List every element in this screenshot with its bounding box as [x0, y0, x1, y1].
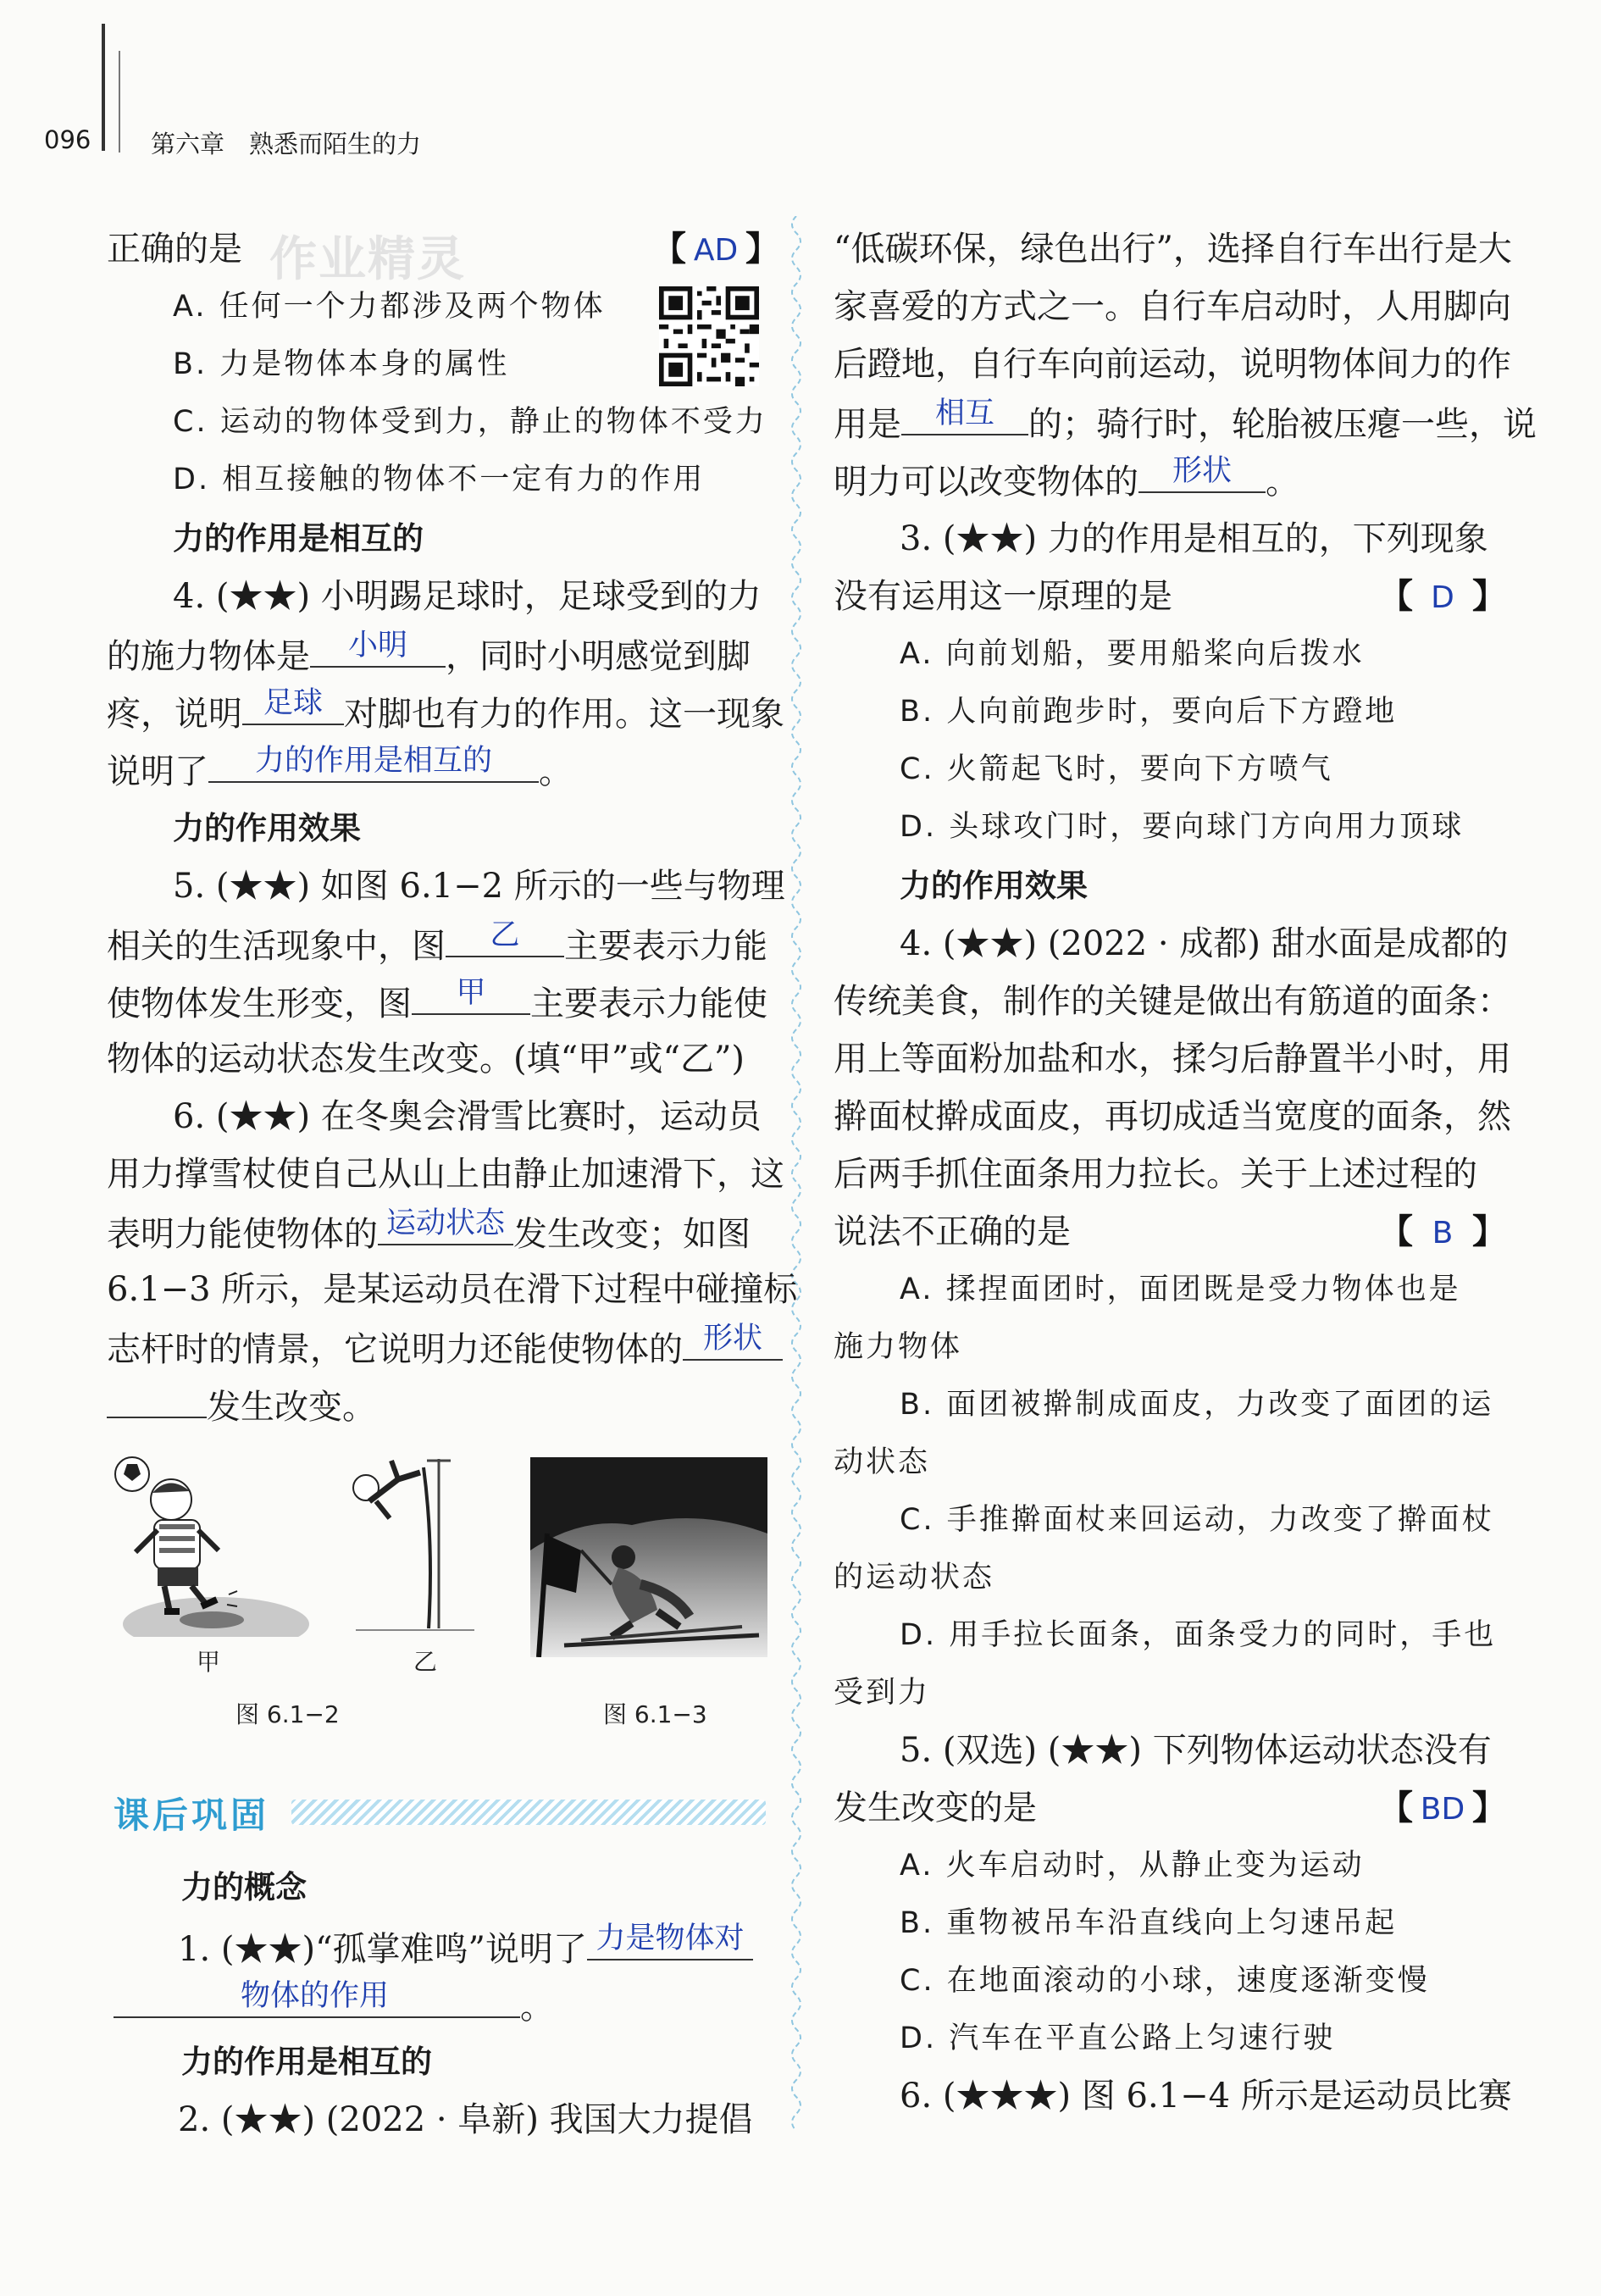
- option-a-cont: 施力物体: [834, 1330, 963, 1364]
- question-6-line-6: 发生改变。: [107, 1378, 376, 1434]
- answer-blank: 运动状态: [378, 1205, 513, 1245]
- homework-4-line-4: 擀面杖擀成面皮，再切成适当宽度的面条，然: [834, 1097, 1511, 1136]
- figure-yi-pole-vault: [339, 1450, 483, 1637]
- left-intro: 正确的是: [107, 230, 242, 269]
- section-heading: 力的作用效果: [900, 868, 1088, 904]
- question-6-line-5: 志杆时的情景，它说明力还能使物体的 形状: [107, 1320, 783, 1377]
- answer-bracket-hw4: 【 B 】: [1379, 1212, 1506, 1251]
- section-heading: 力的作用是相互的: [173, 520, 424, 557]
- option-c: C. 火箭起飞时，要向下方喷气: [900, 752, 1333, 786]
- page-number: 096: [44, 125, 91, 154]
- homework-1-line-2: 物体的作用 。: [114, 1977, 554, 2034]
- after-class-band: [291, 1800, 766, 1825]
- option-a: A. 火车启动时，从静止变为运动: [900, 1849, 1365, 1883]
- section-heading: 力的概念: [181, 1869, 307, 1905]
- section-heading: 力的作用效果: [173, 810, 361, 846]
- answer-blank: [107, 1378, 207, 1418]
- homework-2-line-4: 后蹬地，自行车向前运动，说明物体间力的作: [834, 345, 1511, 384]
- answer-blank: 小明: [310, 627, 446, 668]
- header-rule: [102, 24, 105, 151]
- figure-caption: 图 6.1−2: [235, 1700, 340, 1728]
- question-4-line-4: 说明了 力的作用是相互的 。: [107, 744, 573, 791]
- option-d: D. 头球攻门时，要向球门方向用力顶球: [900, 810, 1465, 844]
- column-divider: [784, 216, 809, 2131]
- homework-4-line-1: 4. (★★) (2022 · 成都) 甜水面是成都的: [900, 924, 1509, 963]
- question-5-line-1: 5. (★★) 如图 6.1−2 所示的一些与物理: [173, 867, 785, 906]
- option-b: B. 重物被吊车沿直线向上匀速吊起: [900, 1906, 1398, 1940]
- figure-label-yi: 乙: [413, 1648, 438, 1676]
- homework-5-line-1: 5. (双选) (★★) 下列物体运动状态没有: [900, 1731, 1492, 1770]
- answer-blank: 力是物体对: [587, 1920, 753, 1960]
- figure-jia-soccer: [110, 1450, 313, 1637]
- option-d: D. 汽车在平直公路上匀速行驶: [900, 2021, 1336, 2055]
- homework-4-line-3: 用上等面粉加盐和水，揉匀后静置半小时，用: [834, 1040, 1511, 1079]
- question-5-line-4: 物体的运动状态发生改变。(填“甲”或“乙”): [107, 1040, 745, 1079]
- option-a: A. 任何一个力都涉及两个物体: [173, 290, 606, 324]
- question-4-line-1: 4. (★★) 小明踢足球时，足球受到的力: [173, 577, 762, 616]
- option-b: B. 力是物体本身的属性: [173, 347, 510, 381]
- question-5-line-2: 相关的生活现象中，图 乙 主要表示力能: [107, 918, 767, 966]
- watermark: 作业精灵: [269, 232, 466, 287]
- question-4-line-2: 的施力物体是 小明 ，同时小明感觉到脚: [107, 629, 751, 676]
- homework-1-line-1: 1. (★★)“孤掌难鸣”说明了 力是物体对: [178, 1920, 753, 1977]
- option-a: A. 揉捏面团时，面团既是受力物体也是: [900, 1273, 1461, 1306]
- answer-bracket-hw3: 【 D 】: [1379, 577, 1506, 616]
- answer-blank: 相互: [901, 395, 1028, 435]
- figure-caption: 图 6.1−3: [603, 1700, 707, 1728]
- question-4-line-3: 疼，说明 足球 对脚也有力的作用。这一现象: [107, 686, 784, 734]
- homework-2-line-1: 2. (★★) (2022 · 阜新) 我国大力提倡: [178, 2100, 753, 2139]
- homework-2-line-2: “低碳环保，绿色出行”，选择自行车出行是大: [834, 230, 1512, 269]
- option-b: B. 人向前跑步时，要向后下方蹬地: [900, 695, 1398, 729]
- option-c: C. 在地面滚动的小球，速度逐渐变慢: [900, 1964, 1430, 1998]
- section-heading: 力的作用是相互的: [181, 2044, 432, 2080]
- question-6-line-4: 6.1−3 所示，是某运动员在滑下过程中碰撞标: [107, 1270, 798, 1309]
- option-d: D. 相互接触的物体不一定有力的作用: [173, 463, 706, 496]
- option-b-cont: 动状态: [834, 1445, 931, 1479]
- answer-blank: 形状: [1138, 452, 1266, 493]
- question-6-line-2: 用力撑雪杖使自己从山上由静止加速滑下，这: [107, 1155, 784, 1194]
- option-d: D. 用手拉长面条，面条受力的同时，手也: [900, 1618, 1497, 1652]
- answer-bracket-hw5: 【 BD 】: [1379, 1789, 1506, 1827]
- answer-bracket-intro: 【 AD 】: [652, 230, 779, 269]
- homework-4-line-2: 传统美食，制作的关键是做出有筋道的面条：: [834, 982, 1511, 1021]
- question-6-line-1: 6. (★★) 在冬奥会滑雪比赛时，运动员: [173, 1097, 762, 1136]
- homework-2-line-6: 明力可以改变物体的 形状 。: [834, 454, 1299, 502]
- homework-4-line-6: 说法不正确的是: [834, 1212, 1071, 1251]
- option-c: C. 运动的物体受到力，静止的物体不受力: [173, 405, 767, 439]
- question-5-line-3: 使物体发生形变，图 甲 主要表示力能使: [107, 976, 767, 1023]
- homework-4-line-5: 后两手抓住面条用力拉长。关于上述过程的: [834, 1155, 1477, 1194]
- option-d-cont: 受到力: [834, 1676, 931, 1710]
- answer-blank: 力的作用是相互的: [208, 742, 539, 783]
- answer-blank: 足球: [242, 685, 344, 725]
- figure-label-jia: 甲: [197, 1648, 221, 1676]
- header-rule-thin: [119, 51, 120, 153]
- option-c: C. 手推擀面杖来回运动，力改变了擀面杖: [900, 1503, 1494, 1537]
- homework-3-line-1: 3. (★★) 力的作用是相互的，下列现象: [900, 519, 1488, 558]
- homework-6-line-1: 6. (★★★) 图 6.1−4 所示是运动员比赛: [900, 2077, 1512, 2116]
- homework-2-line-3: 家喜爱的方式之一。自行车启动时，人用脚向: [834, 287, 1511, 326]
- option-b: B. 面团被擀制成面皮，力改变了面团的运: [900, 1388, 1494, 1422]
- homework-5-line-2: 发生改变的是: [834, 1789, 1037, 1827]
- answer-blank: 形状: [683, 1320, 783, 1361]
- answer-blank: 物体的作用: [114, 1977, 520, 2018]
- chapter-title: 第六章 熟悉而陌生的力: [151, 130, 422, 158]
- qr-code-icon: [659, 286, 759, 386]
- homework-3-line-2: 没有运用这一原理的是: [834, 577, 1172, 616]
- answer-blank: 甲: [412, 974, 530, 1015]
- figure-skier-photo: [530, 1457, 767, 1657]
- after-class-title: 课后巩固: [114, 1794, 270, 1836]
- option-a: A. 向前划船，要用船桨向后拨水: [900, 637, 1365, 671]
- question-6-line-3: 表明力能使物体的 运动状态 发生改变；如图: [107, 1206, 751, 1254]
- option-c-cont: 的运动状态: [834, 1561, 995, 1594]
- answer-blank: 乙: [446, 917, 564, 957]
- homework-2-line-5: 用是 相互 的；骑行时，轮胎被压瘪一些，说: [834, 397, 1537, 444]
